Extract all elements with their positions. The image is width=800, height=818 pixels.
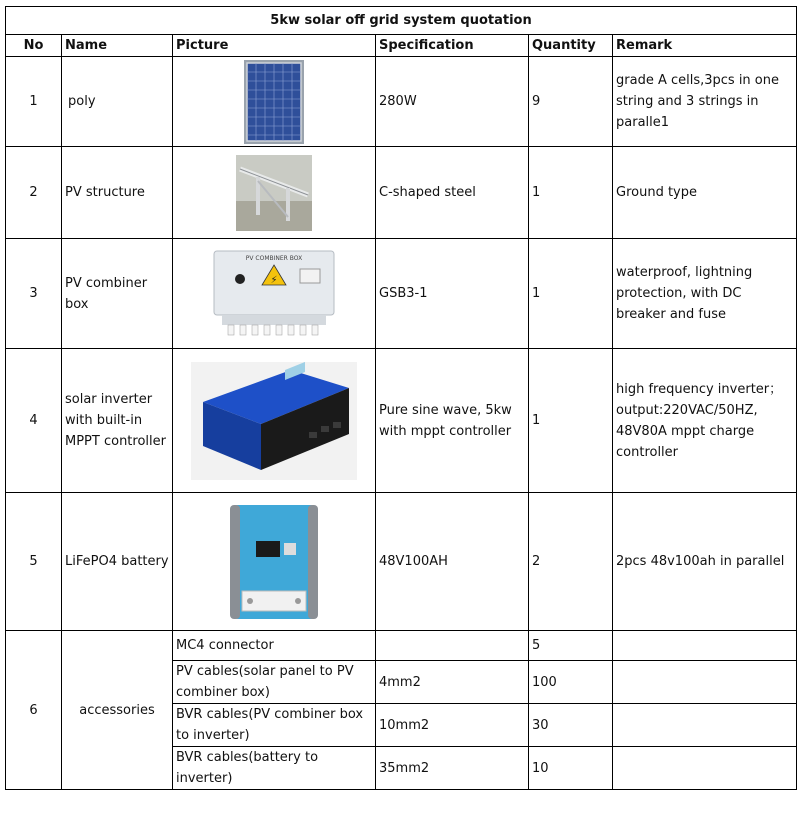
header-no: No xyxy=(6,35,62,57)
header-picture: Picture xyxy=(173,35,376,57)
inverter-picture xyxy=(191,362,357,480)
accessory-row xyxy=(6,631,797,661)
accessory-spec: 4mm2 xyxy=(376,661,529,704)
row-spec: C-shaped steel xyxy=(376,147,529,239)
row-remark: grade A cells,3pcs in one string and 3 strings in paralle1 xyxy=(613,57,797,147)
table-row xyxy=(6,147,797,239)
accessory-qty: 100 xyxy=(529,661,613,704)
mounting-structure-picture xyxy=(236,155,312,231)
table-row xyxy=(6,493,797,631)
accessory-item: BVR cables(PV combiner box to inverter) xyxy=(173,704,376,747)
header-row xyxy=(6,35,797,57)
accessory-spec: 10mm2 xyxy=(376,704,529,747)
accessory-remark xyxy=(613,704,797,747)
row-remark: Ground type xyxy=(613,147,797,239)
row-spec: Pure sine wave, 5kw with mppt controller xyxy=(376,349,529,493)
row-qty: 9 xyxy=(529,57,613,147)
row-picture-cell xyxy=(173,57,376,147)
accessory-qty: 5 xyxy=(529,631,613,661)
accessory-qty: 30 xyxy=(529,704,613,747)
header-spec: Specification xyxy=(376,35,529,57)
row-name: accessories xyxy=(62,631,173,790)
accessory-remark xyxy=(613,747,797,790)
accessory-item: BVR cables(battery to inverter) xyxy=(173,747,376,790)
header-name: Name xyxy=(62,35,173,57)
row-remark: waterproof, lightning protection, with DC breaker and fuse xyxy=(613,239,797,349)
solar-panel-picture xyxy=(244,60,304,144)
quotation-table xyxy=(5,6,797,790)
accessory-spec: 35mm2 xyxy=(376,747,529,790)
table-row xyxy=(6,239,797,349)
row-number: 6 xyxy=(6,631,62,790)
row-remark: 2pcs 48v100ah in parallel xyxy=(613,493,797,631)
row-name: PV structure xyxy=(62,147,173,239)
row-qty: 1 xyxy=(529,349,613,493)
svg-text:⚡: ⚡ xyxy=(270,274,278,286)
row-spec: 48V100AH xyxy=(376,493,529,631)
row-number: 1 xyxy=(6,57,62,147)
row-name: solar inverter with built-in MPPT controller xyxy=(62,349,173,493)
header-qty: Quantity xyxy=(529,35,613,57)
row-spec: GSB3-1 xyxy=(376,239,529,349)
combiner-box-label: PV COMBINER BOX xyxy=(245,254,303,262)
accessory-item: MC4 connector xyxy=(173,631,376,661)
accessory-remark xyxy=(613,661,797,704)
table-row xyxy=(6,349,797,493)
accessory-spec xyxy=(376,631,529,661)
row-name: LiFePO4 battery xyxy=(62,493,173,631)
row-qty: 1 xyxy=(529,147,613,239)
table-row xyxy=(6,57,797,147)
accessory-qty: 10 xyxy=(529,747,613,790)
row-picture-cell xyxy=(173,147,376,239)
accessory-remark xyxy=(613,631,797,661)
row-picture-cell xyxy=(173,493,376,631)
row-name: PV combiner box xyxy=(62,239,173,349)
row-qty: 2 xyxy=(529,493,613,631)
row-spec: 280W xyxy=(376,57,529,147)
row-picture-cell xyxy=(173,349,376,493)
header-remark: Remark xyxy=(613,35,797,57)
combiner-box-picture xyxy=(212,249,336,339)
row-number: 3 xyxy=(6,239,62,349)
row-number: 4 xyxy=(6,349,62,493)
table-title: 5kw solar off grid system quotation xyxy=(6,7,797,35)
row-picture-cell xyxy=(173,239,376,349)
row-number: 2 xyxy=(6,147,62,239)
row-number: 5 xyxy=(6,493,62,631)
accessory-item: PV cables(solar panel to PV combiner box) xyxy=(173,661,376,704)
row-remark: high frequency inverter；output:220VAC/50HZ, 48V80A mppt charge controller xyxy=(613,349,797,493)
row-name: poly xyxy=(62,57,173,147)
battery-picture xyxy=(226,503,322,621)
row-qty: 1 xyxy=(529,239,613,349)
